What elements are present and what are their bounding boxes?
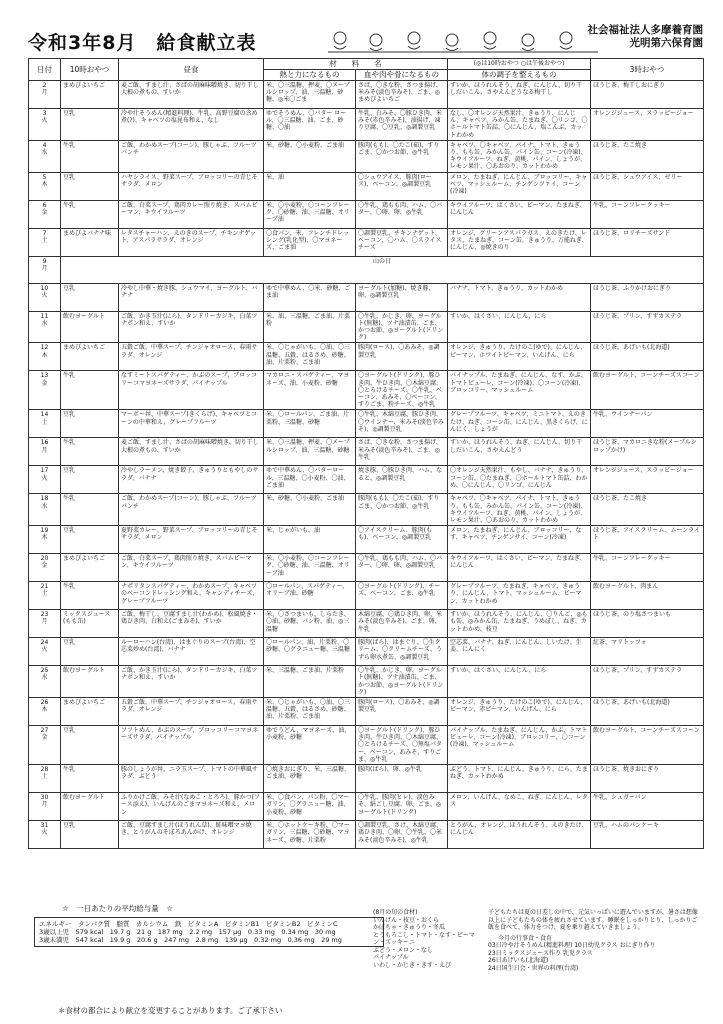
menu-table xyxy=(28,58,704,849)
col-heat: 熱と力になるもの xyxy=(264,70,356,81)
snack10-cell: まめぴよいちご xyxy=(61,81,119,109)
blood-cell: 〇アイスクリーム、豚肉(もも)、ベーコン、◎調製豆乳 xyxy=(356,526,448,554)
date-cell: 24 火 xyxy=(29,638,61,666)
snack10-cell: 豆乳 xyxy=(61,726,119,765)
table-row xyxy=(29,228,704,256)
snack3-cell: ほうじ茶、プリン、すずカステラ xyxy=(591,666,704,698)
snack3-cell: 牛乳、コーンフレークッキー xyxy=(591,200,704,228)
col-date: 日付 xyxy=(29,59,61,81)
body-cell: すいか、ほうれんそう、ねぎ、にんじん、切り干しだいこん、さやえんどう xyxy=(448,438,591,466)
body-cell: すいか、はくさい、にんじん、にら xyxy=(448,311,591,343)
snack10-cell: まめぴよいちご xyxy=(61,698,119,726)
body-cell: とうがん、オレンジ、ほうれんそう、えのきたけ、にんじん xyxy=(448,821,591,849)
lunch-cell: 冷やし中華・焼き豚、シュウマイ、ヨーグルト、バナナ xyxy=(119,283,264,311)
date-cell: 20 金 xyxy=(29,554,61,582)
heat-cell: 米、〇ホットケーキ粉、〇マーガリン、三温糖、〇砂糖、マヨネーズ、砂糖、片栗粉 xyxy=(264,821,356,849)
snack3-cell: ほうじ茶、たこ焼き xyxy=(591,494,704,526)
date-cell: 3 火 xyxy=(29,109,61,141)
table-row xyxy=(29,698,704,726)
col-legend: (◎は10時おやつ ○は午後おやつ) xyxy=(448,59,591,70)
heat-cell: 米、砂糖、〇小麦粉、ごま油 xyxy=(264,494,356,526)
heat-cell: 〇焼きおにぎり、米、三温糖、ごま油、砂糖 xyxy=(264,765,356,793)
snack10-cell: まめぴよいちご xyxy=(61,554,119,582)
snack10-cell: 牛乳 xyxy=(61,494,119,526)
snack10-cell: まめぴよいちご xyxy=(61,343,119,371)
heat-cell: 〇ロールパン、油、片栗粉、〇砂糖、〇グラニュー糖、三温糖 xyxy=(264,638,356,666)
col-blood: 血や肉や骨になるもの xyxy=(356,70,448,81)
blood-cell: 〇ヨーグルト(ドリンク)、豚ひき肉、牛ひき肉、〇木綿豆腐、〇とろけるチーズ、〇牛乳、ベーコン、あみそ、〇ベーコン、すりごま、粉チーズ、◎牛乳 xyxy=(356,371,448,410)
snack10-cell: 牛乳 xyxy=(61,200,119,228)
blood-cell: ヨーグルト(加糖)、焼き豚、卵、◎調製豆乳 xyxy=(356,283,448,311)
snack10-cell: 豆乳 xyxy=(61,638,119,666)
date-cell: 30 月 xyxy=(29,793,61,821)
nutrition-row-over3: 3歳以上児 579 kcal 19.7 g 21 g 187 mg 2.2 mg 157 μg 0.33 mg 0.34 mg 30 mg xyxy=(39,928,336,936)
snack10-cell: 豆乳 xyxy=(61,526,119,554)
table-row xyxy=(29,793,704,821)
lunch-cell: ご飯、白菜スープ、鶏肉カレー照り焼き、スパムピーマン、キウイフルーツ xyxy=(119,200,264,228)
date-cell: 21 土 xyxy=(29,582,61,610)
snack10-cell: 牛乳 xyxy=(61,438,119,466)
lunch-cell: ご飯、わかめスープ(コーン)、豚しゃぶ、フルーツパンチ xyxy=(119,140,264,172)
date-cell: 28 土 xyxy=(29,765,61,793)
nutrition-row-under3: 3歳未満児 547 kcal 19.9 g 20.6 g 247 mg 2.8 mg 139 μg 0.32 mg 0.36 mg 29 mg xyxy=(39,936,342,944)
snack10-cell: 牛乳 xyxy=(61,140,119,172)
lunch-cell: マーボー丼、中華スープ(きくらげ)、キャベツとコーンの中華和え、グレープフルーツ xyxy=(119,410,264,438)
heat-cell: 米、〇三温糖、押麦、〇メープルシロップ、油、三温糖、砂糖 xyxy=(264,438,356,466)
lunch-cell: レタスチャーハン、えのきのスープ、チキンナゲット、アスパラサラダ、オレンジ xyxy=(119,228,264,256)
table-row xyxy=(29,610,704,638)
snack3-cell: オレンジジュース、スラッピージョー xyxy=(591,466,704,494)
col-ingredients: 材 料 名 xyxy=(264,59,448,70)
body-cell: グレープフルーツ、キャベツ、ミニトマト、えのきたけ、ねぎ、コーン缶、にんじん、黒きくらげ、にんにく、しょうが xyxy=(448,410,591,438)
lunch-cell: ご飯、わかめスープ(コーン)、豚しゃぶ、フルーツパンチ xyxy=(119,494,264,526)
blood-cell: 〇ヨーグルト(ドリンク)、チーズ、ベーコン、ごま、◎牛乳 xyxy=(356,582,448,610)
table-row xyxy=(29,200,704,228)
children-illustration xyxy=(328,28,598,54)
blood-cell: さば、〇きな粉、さつま揚げ、米みそ(淡色辛みそ)、ごま、◎牛乳 xyxy=(356,438,448,466)
body-cell: オレンジ、グリーンアスパラガス、えのきたけ、レタス、たまねぎ、コーン缶、きゅうり、万能ねぎ、にんじん、◎焼きのり xyxy=(448,228,591,256)
blood-cell: 〇シュウアイス、豚肉(ロース)、ベーコン、◎調製豆乳 xyxy=(356,172,448,200)
heat-cell: 〇ロールパン、スパゲティー、オリーブ油、砂糖 xyxy=(264,582,356,610)
snack10-cell: 牛乳 xyxy=(61,765,119,793)
snack3-cell: ほうじ茶、マカロニきな粉(メープルシロップかけ) xyxy=(591,438,704,466)
snack3-cell: 紅茶、マリトッツォ xyxy=(591,638,704,666)
snack3-cell: 飲むヨーグルト、コーンチーズスコーン xyxy=(591,371,704,410)
date-cell: 6 金 xyxy=(29,200,61,228)
body-cell: 空芯菜、バナナ、ねぎ、にんじん、しいたけ、生姜、にんにく xyxy=(448,638,591,666)
snack10-cell: 飲むヨーグルト xyxy=(61,311,119,343)
lunch-cell: ご飯、かき玉汁(にら)、タンドリーカジキ、白菜ツナポン和え、すいか xyxy=(119,666,264,698)
heat-cell: 米、〇小麦粉、〇コーンフレーク、〇砂糖、油、三温糖、オリーブ油 xyxy=(264,554,356,582)
blood-cell: 焼き豚、〇豚ひき肉、ハム、なると、◎調製豆乳 xyxy=(356,466,448,494)
heat-cell: 米、〇三温糖、押麦、〇メープルシロップ、油、三温糖、砂糖、◎米〇ごま xyxy=(264,81,356,109)
table-row xyxy=(29,582,704,610)
body-cell: なし、〇オレンジ天然果汁、きゅうり、にんじん、キャベツ、みかん缶、たまねぎ、〇リンゴ、〇ホールトマト缶詰、〇にんじん、塩こんぶ、カットわかめ xyxy=(448,109,591,141)
holiday-row xyxy=(29,256,704,283)
body-cell: すいか、はくさい、にんじん、にら xyxy=(448,666,591,698)
body-cell: 〇オレンジ天然果汁、もやし、バナナ、きゅうり、コーン缶、〇たまねぎ、〇ホールトマト缶詰、わかめ、〇にんじん、〇リンゴ、にんじん xyxy=(448,466,591,494)
body-cell: キャベツ、〇キャベツ、パイナ、トマト、きゅうり、もも缶、みかん缶、パイン缶、コーン(冷凍)、キウイフルーツ、ねぎ、黄桃、パイン、しょうが、レモン果汁、〇あおのり、カットわかめ xyxy=(448,140,591,172)
heat-cell: ゆでうどん、マヨネーズ、油、小麦粉、砂糖 xyxy=(264,726,356,765)
snack3-cell: 飲むヨーグルト、コーンチーズスコーン xyxy=(591,726,704,765)
snack10-cell: 牛乳 xyxy=(61,582,119,610)
table-row xyxy=(29,371,704,410)
body-cell: グレープフルーツ、たまねぎ、キャベツ、きゅうり、にんじん、トマト、マッシュルーム、ピーマン、カットわかめ xyxy=(448,582,591,610)
col-snack10: 10時おやつ xyxy=(61,59,119,81)
snack3-cell: 豆乳、ハムのパンケーキ xyxy=(591,821,704,849)
date-cell: 4 水 xyxy=(29,140,61,172)
blood-cell: 〇調製豆乳、チキンナゲット、ベーコン、〇ハム、〇スライスチーズ xyxy=(356,228,448,256)
snack3-cell: ほうじ茶、シュウアイス、ゼリー xyxy=(591,172,704,200)
heat-cell: 米、油、三温糖、ごま油、片栗粉 xyxy=(264,311,356,343)
date-cell: 23 月 xyxy=(29,610,61,638)
table-row xyxy=(29,311,704,343)
snack3-cell: 牛乳、ウインナーパン xyxy=(591,410,704,438)
snack3-cell: ほうじ茶、たこ焼き xyxy=(591,140,704,172)
date-cell: 2 月 xyxy=(29,81,61,109)
body-cell: すいか、ほうれんそう、ねぎ、にんじん、切り干しだいこん、さやえんどうなる梅干し xyxy=(448,81,591,109)
col-snack3: 3時おやつ xyxy=(591,59,704,81)
blood-cell: 〇牛乳、木綿豆腐、豚ひき肉、〇ウインナー、米みそ(淡色辛みそ)、◎調製豆乳 xyxy=(356,410,448,438)
lunch-cell: ご飯、かき玉汁(にら)、タンドリーカジキ、白菜ツナポン和え、すいか xyxy=(119,311,264,343)
heat-cell: 米、砂糖、〇小麦粉、ごま油 xyxy=(264,140,356,172)
heat-cell: 米、じゃがいも、油 xyxy=(264,526,356,554)
body-cell: バナナ、トマト、きゅうり、カットわかめ xyxy=(448,283,591,311)
nutrition-title: ☆ 一日あたりの平均給与量 ☆ xyxy=(62,904,173,913)
lunch-cell: ご飯、豆腐すまし汁(ほうれん草)、鮭味噌マヨ焼き、とうがんのそぼろあんかけ、オレンジ xyxy=(119,821,264,849)
date-cell: 31 火 xyxy=(29,821,61,849)
blood-cell: さば、〇きな粉、さつま揚げ、米みそ(淡色辛みそ)、ごま、◎まめぴよいちご xyxy=(356,81,448,109)
snack3-cell: 飲むヨーグルト、肉まん xyxy=(591,582,704,610)
lunch-cell: なすミートスパゲティー、かぶのスープ、ブロッコリーコマヨネーズサラダ、パイナップル xyxy=(119,371,264,410)
snack3-cell: ほうじ茶、ロリチーズサンド xyxy=(591,228,704,256)
heat-cell: 米、〇さつまいも、しらたき、〇油、砂糖、パン粉、油、◎三温糖 xyxy=(264,610,356,638)
table-row xyxy=(29,81,704,109)
heat-cell: ゆで中華めん、〇米、砂糖、ごま油 xyxy=(264,283,356,311)
heat-cell: ゆで中華めん、〇バターロール、三温糖、〇小麦粉、〇油、ごま油 xyxy=(264,466,356,494)
snack10-cell: 豆乳 xyxy=(61,283,119,311)
table-row xyxy=(29,765,704,793)
body-cell: メロン、たまねぎ、にんじん、ブロッコリー、なす、キャベツ、チンゲンサイ、コーン(冷凍) xyxy=(448,526,591,554)
blood-cell: 〇牛乳、鶏もも肉、ハム、〇バター、〇卵、卵、◎調製豆乳 xyxy=(356,554,448,582)
snack10-cell: 飲むヨーグルト xyxy=(61,666,119,698)
date-cell: 5 木 xyxy=(29,172,61,200)
body-cell: キウイフルーツ、はくさい、ピーマン、たまねぎ、にんじん xyxy=(448,200,591,228)
nutrition-header: エネルギー タンパク質 脂質 カルシウム 鉄 ビタミンA ビタミンB1 ビタミンB2 ビタミンC xyxy=(39,920,338,928)
heat-cell: 米、〇ロールパン、ごま油、片栗粉、三温糖、砂糖 xyxy=(264,410,356,438)
lunch-cell: ルーローハン(台湾)、はまぐりのスープ(台湾)、空芯菜炒め(台湾)、バナナ xyxy=(119,638,264,666)
body-cell: すいか、ほうれんそう、にんじん、〇りんご、◎もも缶、◎みかん缶、たまねぎ、うめぼし、ねぎ、カットわかめ、枝豆 xyxy=(448,610,591,638)
snack3-cell: オレンジジュース、スラッピージョー xyxy=(591,109,704,141)
blood-cell: 豚肉(ばら)、はまぐり、〇生クリーム、〇クリームチーズ、うずら卵水煮缶、◎調製豆乳 xyxy=(356,638,448,666)
table-row xyxy=(29,343,704,371)
table-row xyxy=(29,638,704,666)
snack10-cell: 豆乳 xyxy=(61,466,119,494)
heat-cell: 米、〇じゃがいも、〇油、〇三温糖、五穀、はるさめ、砂糖、油、片栗粉、ごま油 xyxy=(264,343,356,371)
date-cell: 27 金 xyxy=(29,726,61,765)
date-cell: 12 木 xyxy=(29,343,61,371)
snack3-cell: 牛乳、コーンフレークッキー xyxy=(591,554,704,582)
blood-cell: 豚肉(ロース)、〇あみそ、◎調製豆乳 xyxy=(356,698,448,726)
change-notice: ＊食材の都合により献立を変更することがあります。ご了承下さい xyxy=(58,1006,283,1015)
col-body: 体の調子を整えるもの xyxy=(448,70,591,81)
body-cell: ぶどう、トマト、にんじん、きゅうり、にら、たまねぎ、カットわかめ xyxy=(448,765,591,793)
table-row xyxy=(29,109,704,141)
table-row xyxy=(29,172,704,200)
date-cell: 16 月 xyxy=(29,438,61,466)
holiday-label: 山の日 xyxy=(61,256,704,283)
date-cell: 11 水 xyxy=(29,311,61,343)
table-row xyxy=(29,554,704,582)
table-row xyxy=(29,438,704,466)
lunch-cell: 冷や汁そうめん(精進料理)、牛乳、高野豆腐の含め煮(?)、キャベツの塩昆布和え、なし xyxy=(119,109,264,141)
snack10-cell: まめぴよバナナ味 xyxy=(61,228,119,256)
table-row xyxy=(29,726,704,765)
date-cell: 18 水 xyxy=(29,494,61,526)
header xyxy=(28,24,703,58)
lunch-cell: ソフトめん、かぶのスープ、ブロッコリーコマヨネーズサラダ、パイナップル xyxy=(119,726,264,765)
lunch-cell: ナポリタンスパゲティー、わかめスープ、キャベツのベーコンドレッシング和え、キャンディチーズ、グレープフルーツ xyxy=(119,582,264,610)
blood-cell: 〇牛乳、豚肉(ヒレ)、淡色みそ、絹ごし豆腐、卵、ごま、◎ヨーグルト(ドリンク) xyxy=(356,793,448,821)
blood-cell: 〇牛乳、鶏もも肉、ハム、〇バター、〇卵、卵、◎牛乳 xyxy=(356,200,448,228)
heat-cell: 〇食パン、米、フレンチドレッシング(乳化型)、〇マヨネーズ、ごま油 xyxy=(264,228,356,256)
date-cell: 17 火 xyxy=(29,466,61,494)
heat-cell: 米、三温糖、ごま油、片栗粉 xyxy=(264,666,356,698)
date-cell: 7 土 xyxy=(29,228,61,256)
heat-cell: 米、油 xyxy=(264,172,356,200)
date-cell: 25 水 xyxy=(29,666,61,698)
heat-cell: マカロニ・スパゲティー、マヨネーズ、油、小麦粉、砂糖 xyxy=(264,371,356,410)
heat-cell: ゆでそうめん、〇バター ロール、〇三温糖、油、ごま、砂糖、〇油 xyxy=(264,109,356,141)
table-row xyxy=(29,410,704,438)
body-cell: メロン、たまねぎ、にんじん、ブロッコリー、キャベツ、マッシュルーム、チンゲンツァイ、コーン(冷凍) xyxy=(448,172,591,200)
table-row xyxy=(29,666,704,698)
page-title: 令和3年8月 給食献立表 xyxy=(28,32,257,54)
snack10-cell: 牛乳 xyxy=(61,371,119,410)
holiday-date: 9 月 xyxy=(29,256,61,283)
blood-cell: 豚肉(もも)、〇たこ(茹)、すりごま、〇かつお節、◎牛乳 xyxy=(356,140,448,172)
table-row xyxy=(29,283,704,311)
date-cell: 10 火 xyxy=(29,283,61,311)
body-cell: キウイフルーツ、はくさい、ピーマン、たまねぎ、にんじん xyxy=(448,554,591,582)
snack10-cell: 飲むヨーグルト xyxy=(61,793,119,821)
snack10-cell: ミックスジュース(もも缶) xyxy=(61,610,119,638)
lunch-cell: 冷やしラーメン、焼き餃子、きゅうりともやしのサラダ、バナナ xyxy=(119,466,264,494)
date-cell: 26 木 xyxy=(29,698,61,726)
body-cell: オレンジ、きゅうり、たけのこ(ゆで)、にんじん、ピーマン、ホワイトピーマン、いんげん、にら xyxy=(448,343,591,371)
lunch-cell: ご飯、梅干し、豆腐すまし汁(わかめ)、松風焼き・鶏ひき肉、白和え(ごまみそ)、すいか xyxy=(119,610,264,638)
table-row xyxy=(29,466,704,494)
snack3-cell: ほうじ茶、焼きおにぎり xyxy=(591,765,704,793)
heat-cell: 米、〇食パン、パン粉、〇マーガリン、〇グラニュー糖、油、小麦粉、砂糖 xyxy=(264,793,356,821)
snack10-cell: 豆乳 xyxy=(61,109,119,141)
lunch-cell: 五穀ご飯、中華スープ、チンジャオロース、春雨サラダ、オレンジ xyxy=(119,698,264,726)
heat-cell: 米、〇小麦粉、〇コーンフレーク、〇砂糖、油、三温糖、オリーブ油 xyxy=(264,200,356,228)
snack10-cell: 豆乳 xyxy=(61,821,119,849)
blood-cell: 豚肉(ばら)、卵、◎牛乳 xyxy=(356,765,448,793)
table-row xyxy=(29,821,704,849)
seasonal-foods: (8月の旬の食材) いんげん・枝豆・おくら かぼちゃ・きゅうり・冬瓜 とうもろこし・トマト・なす・ピーマン・ズッキーニ ぶどう・メロン・なし パイナップル いわし・かじき・きす・えび xyxy=(373,909,475,969)
snack3-cell: ほうじ茶、梅干しおにぎり xyxy=(591,81,704,109)
blood-cell: 〇牛乳、かじき、卵、ヨーグルト(無糖)、ツナ油漬缶、ごま、かつお節、◎ヨーグルト(ドリンク) xyxy=(356,311,448,343)
lunch-cell: ハヤシライス、野菜スープ、ブロッコリーの青じそサラダ、メロン xyxy=(119,172,264,200)
snack3-cell: ほうじ茶、ふりかけおにぎり xyxy=(591,283,704,311)
date-cell: 13 金 xyxy=(29,371,61,410)
col-lunch: 昼食 xyxy=(119,59,264,81)
blood-cell: 木綿豆腐、〇鶏ひき肉、卵、米みそ(淡色辛みそ)、ごま、卵、牛乳 xyxy=(356,610,448,638)
body-cell: パイナップル、たまねぎ、にんじん、なす、かぶ、トマトピューレ、コーン(冷凍)、〇コーン(冷凍)、ブロッコリー、マッシュルーム xyxy=(448,371,591,410)
lunch-cell: 五穀ご飯、中華スープ、チンジャオロース、春雨サラダ、オレンジ xyxy=(119,343,264,371)
table-row xyxy=(29,140,704,172)
nutrition-box xyxy=(34,917,384,947)
table-row xyxy=(29,526,704,554)
monthly-notes: 子どもたちは夏の日差しの中で、元気いっぱいに遊んでいますが、暑さは想像以上に子どもたちの体を疲れさせています。睡眠をしっかりとり、しっかりご飯を食べて、体力をつけ、夏を乗り越えていきましょう。 今月の行事食・食育 03日冷や汁そうめん(精進料理) 10日幼児クラス おにぎり作り 23日ミックスジュース作り 乳児クラス 26日あげいも(北海道) 24日国生日会・世界の料理(台湾) xyxy=(488,909,698,972)
heat-cell: 米、〇じゃがいも、〇油、〇三温糖、五穀、はるさめ、砂糖、油、片栗粉、ごま油 xyxy=(264,698,356,726)
blood-cell: 牛乳、白みそ、〇豚ひき肉、米みそ(赤色辛みそ)、油揚げ、凍り豆腐、〇豆乳、◎調製豆乳 xyxy=(356,109,448,141)
table-row xyxy=(29,494,704,526)
snack3-cell: 牛乳、シュガーパン xyxy=(591,793,704,821)
snack3-cell: ほうじ茶、のり塩さつまいも xyxy=(591,610,704,638)
snack3-cell: ほうじ茶、あげいも(北海道) xyxy=(591,698,704,726)
blood-cell: 〇調製豆乳、さけ、木綿豆腐、鶏ひき肉、〇卵、〇牛乳、〇米みそ(淡色辛みそ)、◎牛乳 xyxy=(356,821,448,849)
blood-cell: 〇ヨーグルト(ドリンク)、豚ひき肉、牛ひき肉、〇木綿豆腐、〇とろけるチーズ、〇無塩バター、ベーコン、あみそ、すりごま、◎牛乳 xyxy=(356,726,448,765)
snack3-cell: ほうじ茶、アイスクリーム、ムーンライト xyxy=(591,526,704,554)
lunch-cell: 豚のしょうが丼、ニラ玉スープ、トマトの中華風サラダ、ぶどう xyxy=(119,765,264,793)
snack3-cell: ほうじ茶、プリン、すずカステラ xyxy=(591,311,704,343)
body-cell: キャベツ、〇キャベツ、パイナ、トマト、きゅうり、もも缶、みかん缶、パイン缶、コーン(冷凍)、キウイフルーツ、ねぎ、黄桃、パイン、しょうが、レモン果汁、〇あおのり、カットわかめ xyxy=(448,494,591,526)
organization-name: 社会福祉法人多摩養育園 光明第六保育園 xyxy=(587,24,703,49)
date-cell: 19 木 xyxy=(29,526,61,554)
blood-cell: 〇牛乳、かじき、卵、ヨーグルト(無糖)、ツナ油漬缶、ごま、かつお節、◎ヨーグルト(ドリンク) xyxy=(356,666,448,698)
lunch-cell: 麦ご飯、すまし汁、さばの胡麻味噌焼き、切り干し大根の煮もの、すいか xyxy=(119,438,264,466)
snack10-cell: 豆乳 xyxy=(61,172,119,200)
date-cell: 14 土 xyxy=(29,410,61,438)
footer xyxy=(28,895,703,1015)
body-cell: パイナップル、たまねぎ、にんじん、かぶ、トマトピューレ、コーン(冷凍)、ブロッコリー、〇コーン(冷凍)、マッシュルーム xyxy=(448,726,591,765)
body-cell: オレンジ、きゅうり、たけのこ(ゆで)、にんじん、ピーマン、赤ピーマン、いんげん、にら xyxy=(448,698,591,726)
snack3-cell: ほうじ茶、あげいも(北海道) xyxy=(591,343,704,371)
lunch-cell: 夏野菜カレー、野菜スープ、ブロッコリーの青じそサラダ、メロン xyxy=(119,526,264,554)
snack10-cell: 豆乳 xyxy=(61,410,119,438)
blood-cell: 豚肉(もも)、〇たこ(茹)、すりごま、〇かつお節、◎牛乳 xyxy=(356,494,448,526)
lunch-cell: 麦ご飯、すまし汁、さばの胡麻味噌焼き、切り干し大根の煮もの、すいか xyxy=(119,81,264,109)
body-cell: メロン、いんげん、なめこ、ねぎ、にんじん、レタス xyxy=(448,793,591,821)
blood-cell: 豚肉(ロース)、〇あみそ、◎調製豆乳 xyxy=(356,343,448,371)
lunch-cell: ご飯、白菜スープ、鶏肉照り焼き、スパムピーマン、キウイフルーツ xyxy=(119,554,264,582)
lunch-cell: ふりかけご飯、みそ汁(なめこ・とろろ)、豚かつ(ソース添え)、いんげんのごまマヨネーズ和え、メロン xyxy=(119,793,264,821)
